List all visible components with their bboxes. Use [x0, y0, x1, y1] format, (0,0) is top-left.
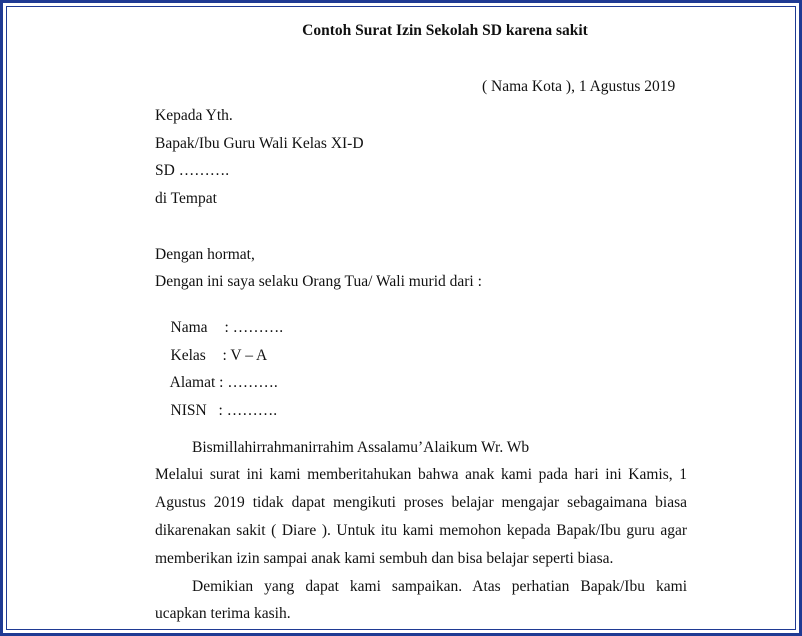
recipient-line-2: Bapak/Ibu Guru Wali Kelas XI-D [155, 135, 364, 152]
recipient-line-3: SD ………. [155, 162, 230, 179]
field-value: V – A [230, 347, 268, 364]
field-label: Nama [170, 319, 208, 336]
field-label: Kelas [170, 347, 206, 364]
closing-line-1: Demikian yang dapat kami sampaikan. Atas perhatian Bapak/Ibu kami [192, 578, 687, 595]
field-value: ………. [226, 402, 278, 419]
body-line-2: Agustus 2019 tidak dapat mengikuti proses belajar mengajar sebagaimana biasa [155, 494, 687, 511]
field-nisn [155, 384, 277, 438]
field-value: ………. [232, 319, 284, 336]
place-date: ( Nama Kota ), 1 Agustus 2019 [482, 78, 676, 95]
field-value: ………. [227, 374, 278, 391]
body-line-4: memberikan izin sampai anak kami sembuh dan bisa belajar seperti biasa. [155, 550, 614, 567]
greeting: Dengan hormat, [155, 246, 255, 263]
field-separator: : [224, 319, 229, 336]
letter-title: Contoh Surat Izin Sekolah SD karena sakit [302, 22, 588, 39]
field-label: Alamat [169, 374, 216, 391]
field-label: NISN [170, 402, 207, 419]
closing-line-2: ucapkan terima kasih. [155, 605, 291, 622]
body-line-1: Melalui surat ini kami memberitahukan bahwa anak kami pada hari ini Kamis, 1 [155, 466, 687, 483]
field-separator: : [218, 402, 223, 419]
body-line-3: dikarenakan sakit ( Diare ). Untuk itu kami memohon kepada Bapak/Ibu guru agar [155, 522, 687, 539]
recipient-line-1: Kepada Yth. [155, 107, 233, 124]
opening-salutation: Bismillahirrahmanirrahim Assalamu’Alaikum Wr. Wb [192, 439, 530, 456]
field-separator: : [222, 347, 227, 364]
field-separator: : [219, 374, 224, 391]
recipient-line-4: di Tempat [155, 190, 217, 207]
intro-line: Dengan ini saya selaku Orang Tua/ Wali murid dari : [155, 273, 482, 290]
